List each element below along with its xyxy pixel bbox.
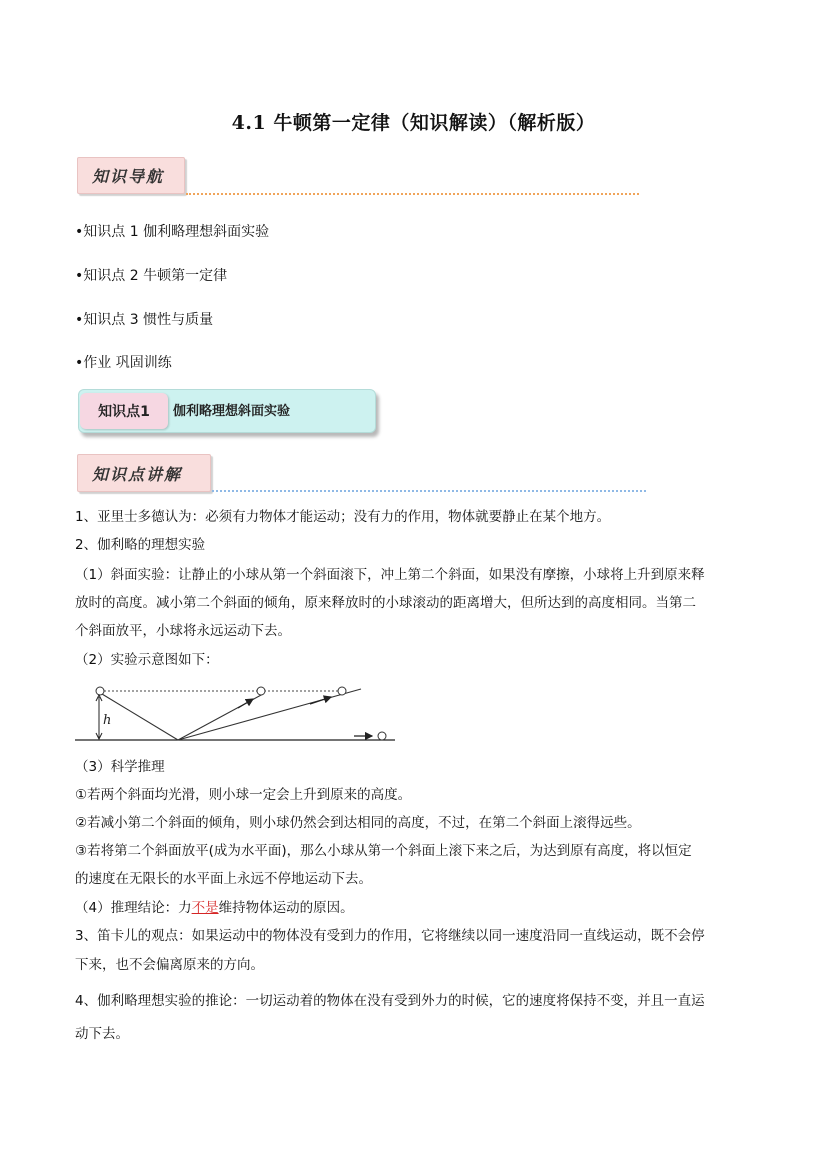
height-label: h (103, 713, 112, 728)
second-incline-shallow (178, 689, 361, 740)
text-line: 1、亚里士多德认为：必须有力物体才能运动；没有力的作用，物体就要静止在某个地方。 (75, 509, 611, 525)
conclusion-highlight: 不是 (191, 900, 219, 916)
conclusion-suffix: 维持物体运动的原因。 (218, 900, 354, 916)
text-line: ①若两个斜面均光滑，则小球一定会上升到原来的高度。 (75, 787, 412, 803)
page-title: 4.1 牛顿第一定律（知识解读）（解析版） (231, 112, 596, 134)
text-line: ③若将第二个斜面放平(成为水平面)，那么小球从第一个斜面上滚下来之后，为达到原有高度，将以恒定 (75, 843, 692, 859)
ball-steep (257, 687, 265, 695)
text-line: 4、伽利略理想实验的推论：一切运动着的物体在没有受到外力的时候，它的速度将保持不变，并且一直运 (75, 993, 705, 1009)
text-line: 2、伽利略的理想实验 (75, 537, 206, 553)
text-line: 3、笛卡儿的观点：如果运动中的物体没有受到力的作用，它将继续以同一速度沿同一直线运动，既不会停 (75, 928, 705, 944)
text-line: 的速度在无限长的水平面上永远不停地运动下去。 (75, 871, 372, 887)
ball-shallow (338, 687, 346, 695)
knowledge-point-tag: 知识点1 (80, 393, 168, 429)
toc-item-1: •知识点 1 伽利略理想斜面实验 (75, 224, 270, 240)
explain-divider (212, 490, 646, 492)
incline-diagram (75, 672, 405, 750)
explain-banner (77, 454, 211, 492)
nav-divider (186, 193, 639, 195)
arrow-shallow (310, 697, 331, 704)
text-line: 放时的高度。减小第二个斜面的倾角，原来释放时的小球滚动的距离增大，但所达到的高度相同。当第二 (75, 595, 696, 611)
conclusion-line (75, 894, 751, 922)
first-incline (102, 694, 178, 740)
toc-item-2: •知识点 2 牛顿第一定律 (75, 268, 228, 284)
text-line: （3）科学推理 (75, 759, 165, 775)
toc-item-3: •知识点 3 惯性与质量 (75, 312, 214, 328)
text-line: 下来，也不会偏离原来的方向。 (75, 957, 264, 973)
text-line: ②若减小第二个斜面的倾角，则小球仍然会到达相同的高度，不过，在第二个斜面上滚得远些。 (75, 815, 641, 831)
text-line: 动下去。 (75, 1026, 129, 1042)
text-line: （1）斜面实验：让静止的小球从第一个斜面滚下，冲上第二个斜面，如果没有摩擦，小球将上升到原来释 (75, 567, 705, 583)
toc-item-4: •作业 巩固训练 (75, 355, 172, 371)
nav-banner-label: 知识导航 (92, 167, 165, 186)
knowledge-point-title: 伽利略理想斜面实验 (173, 404, 291, 419)
ball-horizontal (378, 732, 386, 740)
ball-start (96, 687, 104, 695)
explain-banner-label: 知识点讲解 (92, 464, 183, 484)
conclusion-prefix: （4）推理结论：力 (75, 900, 192, 916)
text-line: 个斜面放平，小球将永远运动下去。 (75, 623, 291, 639)
arrow-steep (238, 699, 253, 708)
nav-banner (77, 157, 185, 194)
text-line: （2）实验示意图如下： (75, 652, 219, 668)
